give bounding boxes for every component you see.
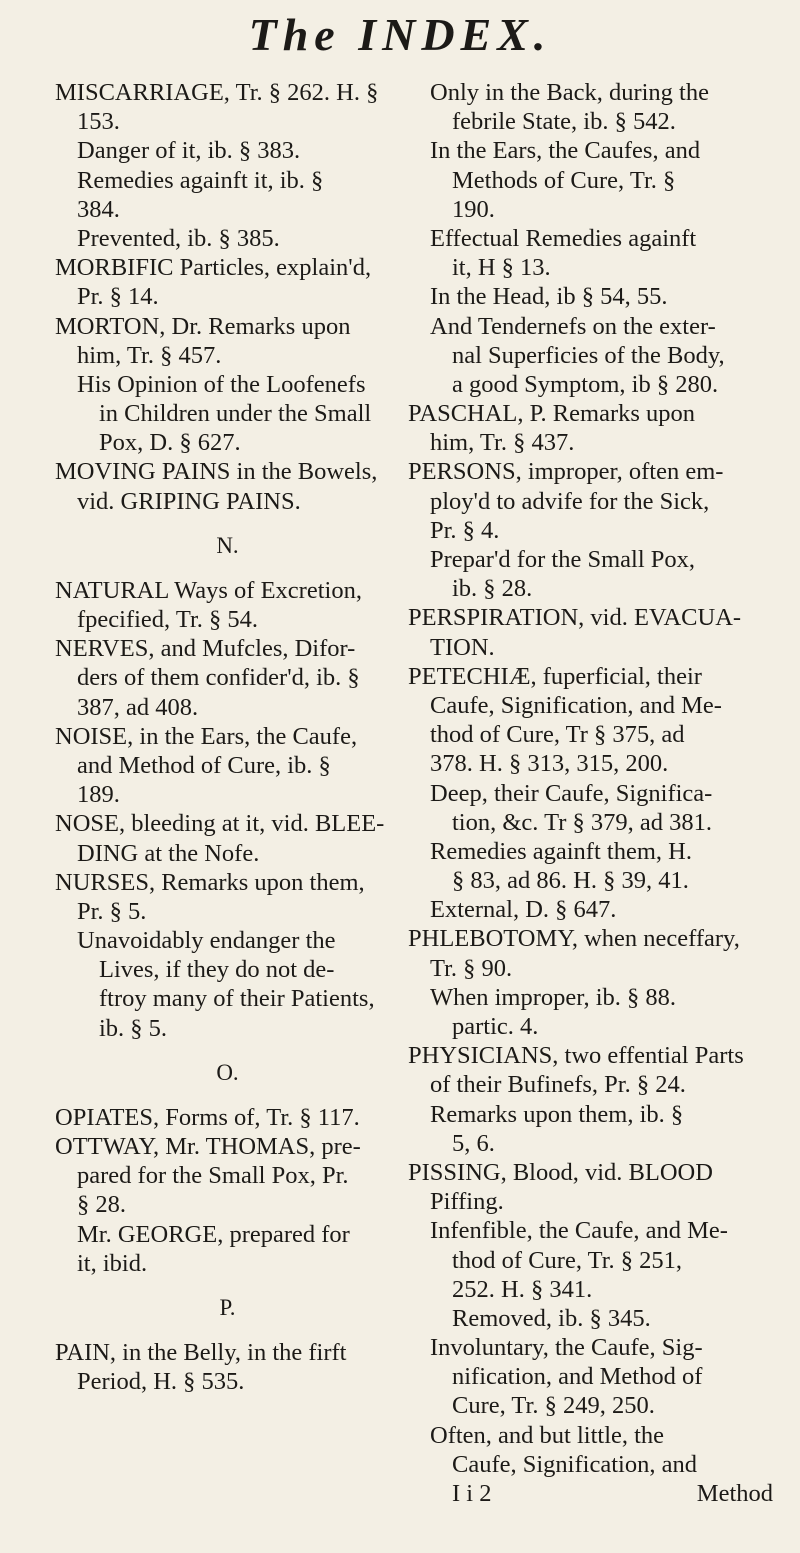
index-entry-main: NATURAL Ways of Excretion, xyxy=(55,576,362,604)
section-letter-heading: N. xyxy=(216,532,239,558)
section-letter-heading: O. xyxy=(216,1059,239,1085)
page-footer xyxy=(408,1479,773,1508)
index-entry-sub: ib. § 28. xyxy=(452,575,533,603)
index-entry-main: MORTON, Dr. Remarks upon xyxy=(55,312,351,340)
index-entry-sub: And Tendernefs on the exter- xyxy=(430,312,716,340)
index-entry-main: PETECHIÆ, fuperficial, their xyxy=(408,662,702,690)
index-entry-sub: it, H § 13. xyxy=(452,254,551,282)
index-entry-main: MORBIFIC Particles, explain'd, xyxy=(55,254,372,282)
index-entry-sub: § 83, ad 86. H. § 39, 41. xyxy=(452,867,689,895)
catchword: Method xyxy=(696,1480,773,1507)
signature-mark: I i 2 xyxy=(452,1480,492,1507)
index-entry-sub: Infenfible, the Caufe, and Me- xyxy=(430,1217,728,1245)
index-entry-sub: a good Symptom, ib § 280. xyxy=(452,370,719,398)
index-entry-sub: Danger of it, ib. § 383. xyxy=(77,137,301,165)
index-column-left xyxy=(55,78,400,1396)
index-entry-sub: Often, and but little, the xyxy=(430,1421,665,1449)
index-entry-sub: Pr. § 4. xyxy=(430,516,500,544)
index-entry-sub: nal Superficies of the Body, xyxy=(452,341,725,369)
index-entry-sub: Tr. § 90. xyxy=(430,954,513,982)
index-entry-main: PAIN, in the Belly, in the firft xyxy=(55,1338,347,1366)
index-entry-main: NOSE, bleeding at it, vid. BLEE- xyxy=(55,810,385,838)
index-entry-main: NERVES, and Mufcles, Difor- xyxy=(55,635,356,663)
index-entry-sub: and Method of Cure, ib. § xyxy=(77,751,331,779)
index-entry-sub: thod of Cure, Tr § 375, ad xyxy=(430,721,685,749)
index-entry-sub: His Opinion of the Loofenefs xyxy=(77,370,366,398)
index-entry-sub: of their Bufinefs, Pr. § 24. xyxy=(430,1071,686,1099)
index-entry-main: OTTWAY, Mr. THOMAS, pre- xyxy=(55,1133,361,1160)
index-entry-main: NURSES, Remarks upon them, xyxy=(55,868,365,896)
index-entry-sub: in Children under the Small xyxy=(99,400,372,428)
index-entry-sub: Involuntary, the Caufe, Sig- xyxy=(430,1334,703,1362)
index-column-right xyxy=(408,78,773,1508)
index-entry-main: PERSPIRATION, vid. EVACUA- xyxy=(408,604,742,632)
index-entry-main: PISSING, Blood, vid. BLOOD xyxy=(408,1158,713,1186)
index-entry-sub: Pr. § 5. xyxy=(77,897,147,925)
index-entry-sub: Lives, if they do not de- xyxy=(99,956,335,984)
index-entry-sub: 153. xyxy=(77,108,120,136)
index-entry-sub: Period, H. § 535. xyxy=(77,1368,245,1396)
index-entry-sub: Unavoidably endanger the xyxy=(77,927,336,955)
index-entry-sub: ftroy many of their Patients, xyxy=(99,985,375,1013)
index-entry-sub: Remedies againft it, ib. § xyxy=(77,166,324,194)
index-entry-main: NOISE, in the Ears, the Caufe, xyxy=(55,722,358,750)
index-entry-sub: § 28. xyxy=(77,1191,126,1219)
index-entry-sub: him, Tr. § 457. xyxy=(77,341,222,369)
index-entry-main: PASCHAL, P. Remarks upon xyxy=(408,400,696,428)
index-entry-sub: Mr. GEORGE, prepared for xyxy=(77,1220,350,1248)
index-entry-sub: Methods of Cure, Tr. § xyxy=(452,166,676,194)
index-entry-sub: DING at the Nofe. xyxy=(77,839,260,867)
index-entry-sub: Caufe, Signification, and Me- xyxy=(430,691,722,719)
index-entry-sub: Piffing. xyxy=(430,1188,504,1216)
index-entry-sub: Pox, D. § 627. xyxy=(99,429,241,457)
index-entry-main: PHYSICIANS, two effential Parts xyxy=(408,1042,744,1070)
index-entry-sub: 189. xyxy=(77,781,120,809)
index-entry-sub: Remedies againft them, H. xyxy=(430,837,692,865)
index-entry-sub: tion, &c. Tr § 379, ad 381. xyxy=(452,808,712,836)
index-entry-sub: Removed, ib. § 345. xyxy=(452,1304,651,1332)
index-entry-sub: 5, 6. xyxy=(452,1129,495,1157)
index-entry-sub: 387, ad 408. xyxy=(77,693,199,721)
index-entry-sub: TION. xyxy=(430,633,495,661)
index-entry-sub: thod of Cure, Tr. § 251, xyxy=(452,1246,683,1274)
index-entry-sub: 190. xyxy=(452,195,495,223)
index-entry-main: PERSONS, improper, often em- xyxy=(408,458,724,486)
index-entry-sub: ib. § 5. xyxy=(99,1014,168,1042)
index-entry-main: OPIATES, Forms of, Tr. § 117. xyxy=(55,1103,360,1131)
index-entry-sub: In the Ears, the Caufes, and xyxy=(430,137,701,165)
index-entry-sub: Only in the Back, during the xyxy=(430,79,709,106)
index-entry-main: MISCARRIAGE, Tr. § 262. H. § xyxy=(55,79,379,106)
index-entry-sub: Caufe, Signification, and xyxy=(452,1450,697,1478)
index-entry-sub: ploy'd to advife for the Sick, xyxy=(430,487,710,515)
index-entry-sub: In the Head, ib § 54, 55. xyxy=(430,283,668,311)
index-entry-sub: partic. 4. xyxy=(452,1013,539,1040)
index-entry-sub: Deep, their Caufe, Significa- xyxy=(430,779,713,807)
index-entry-sub: Prepar'd for the Small Pox, xyxy=(430,546,696,573)
index-entry-sub: When improper, ib. § 88. xyxy=(430,983,677,1011)
index-entry-sub: Prevented, ib. § 385. xyxy=(77,224,280,252)
index-entry-sub: ders of them confider'd, ib. § xyxy=(77,664,360,692)
index-entry-sub: 252. H. § 341. xyxy=(452,1275,593,1303)
index-entry-main: MOVING PAINS in the Bowels, xyxy=(55,458,378,486)
index-entry-sub: 378. H. § 313, 315, 200. xyxy=(430,750,669,778)
index-entry-sub: Remarks upon them, ib. § xyxy=(430,1100,684,1128)
section-letter-heading: P. xyxy=(219,1294,236,1320)
index-entry-sub: febrile State, ib. § 542. xyxy=(452,108,676,136)
index-entry-sub: it, ibid. xyxy=(77,1249,148,1277)
index-entry-sub: Effectual Remedies againft xyxy=(430,224,697,252)
index-entry-sub: pared for the Small Pox, Pr. xyxy=(77,1162,349,1190)
index-entry-sub: Cure, Tr. § 249, 250. xyxy=(452,1392,655,1420)
index-entry-sub: External, D. § 647. xyxy=(430,896,617,924)
index-entry-sub: him, Tr. § 437. xyxy=(430,429,575,457)
index-entry-main: PHLEBOTOMY, when neceffary, xyxy=(408,925,740,953)
index-entry-sub: 384. xyxy=(77,195,120,223)
index-entry-sub: fpecified, Tr. § 54. xyxy=(77,606,259,633)
page-title: The INDEX. xyxy=(248,9,552,60)
index-entry-sub: Pr. § 14. xyxy=(77,283,159,311)
index-entry-sub: nification, and Method of xyxy=(452,1363,703,1391)
index-entry-sub: vid. GRIPING PAINS. xyxy=(77,487,301,515)
